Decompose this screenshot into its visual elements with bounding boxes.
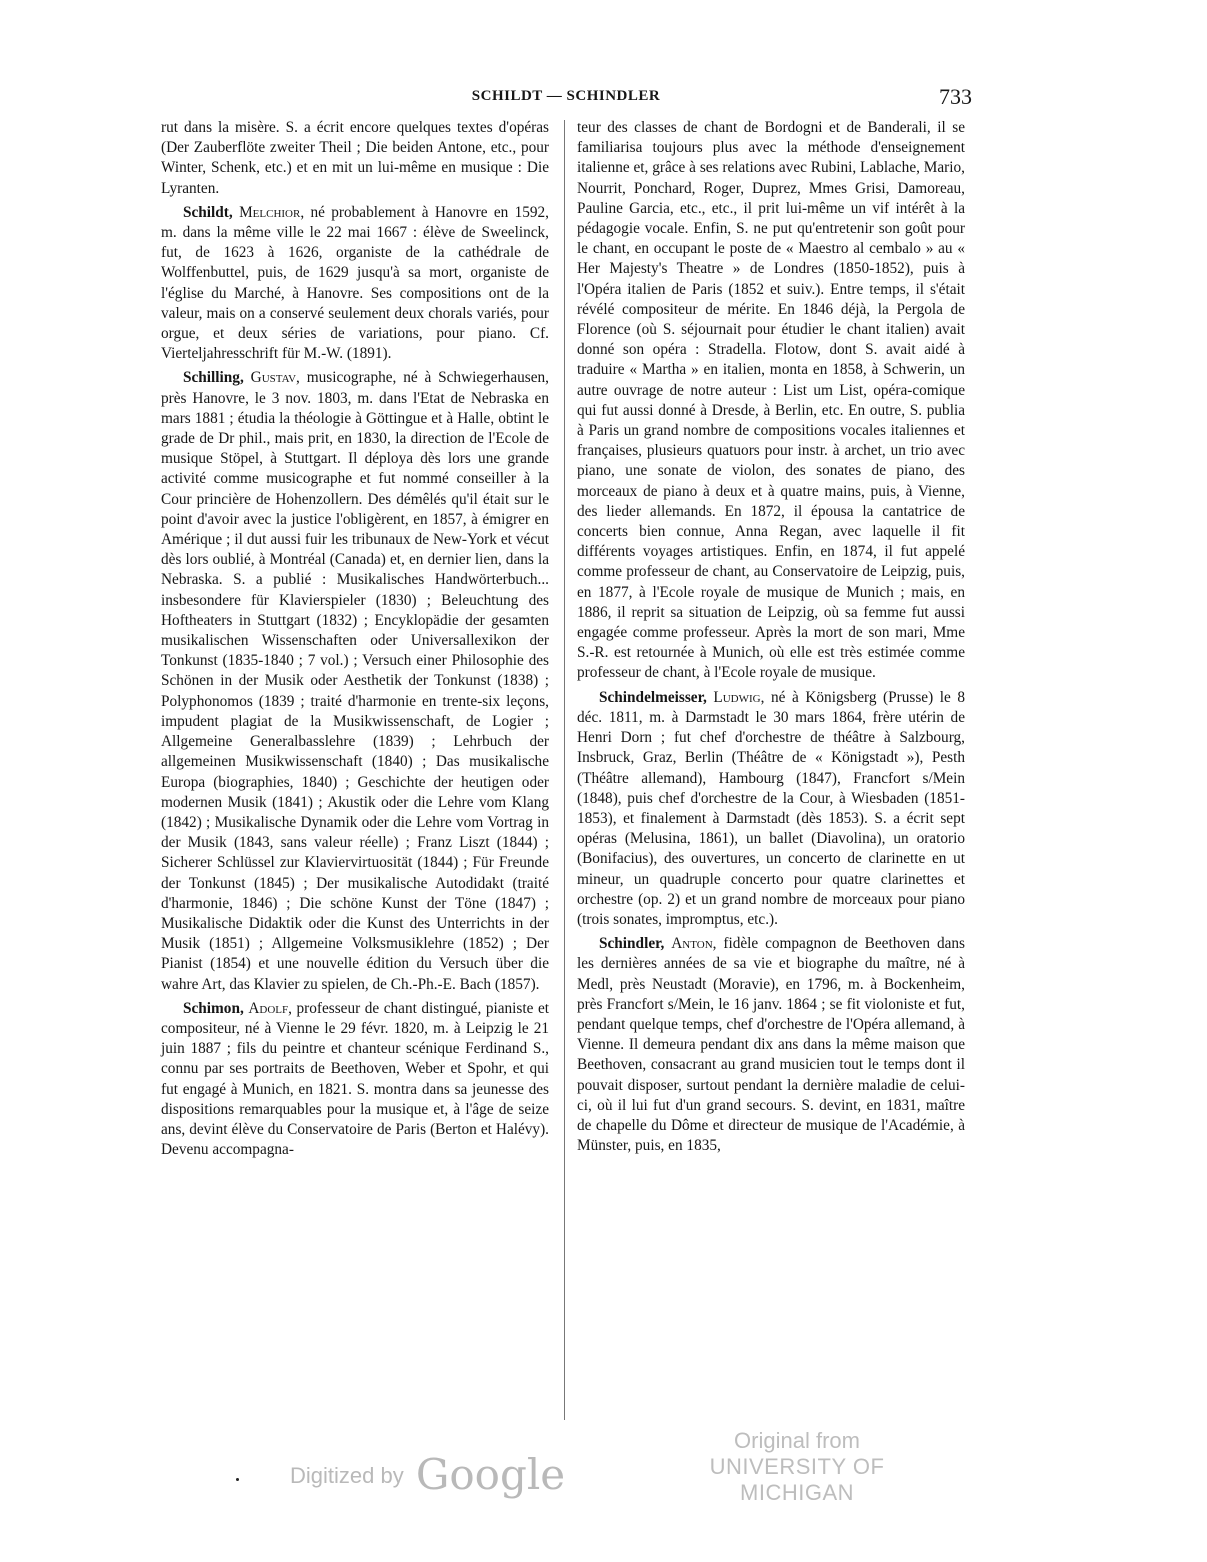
entry-headword: Schindelmeisser,	[599, 688, 707, 706]
digitization-footer	[0, 1414, 1207, 1504]
entry-text: rut dans la misère. S. a écrit encore quelques textes d'opéras (Der Zauberflöte zweiter Theil ; Die beiden Antone, etc., pour Winter, Schenk, etc.) et en mit un lui-même en musique : Die Lyranten.	[161, 119, 549, 197]
entry-text: professeur de chant distingué, pianiste et compositeur, né à Vienne le 29 févr. 1820, m. à Leipzig le 21 juin 1887 ; fils du peintre et chanteur scénique Ferdinand S., connu par ses portraits de Beethoven, Weber et Spohr, et qui fut engagé à Munich, en 1821. S. montra dans sa jeunesse des dispositions remarquables pour la musique et, à l'âge de seize ans, devint élève du Conservatoire de Paris (Berton et Halévy). Devenu accompagna-	[161, 999, 549, 1159]
entry-text: musicographe, né à Schwiegerhausen, près Hanovre, le 3 nov. 1803, m. dans l'Etat de Nebraska en mars 1881 ; étudia la théologie à Göttingue et à Halle, obtint le grade de Dr phil., mais prit, en 1830, la direction de l'Ecole de musique Stöpel, à Stuttgart. Il déploya dès lors une grande activité comme musicographe et fut nommé conseiller à la Cour princière de Hohenzollern. Des démêlés qu'il était sur le point d'avoir avec la justice l'obligèrent, en 1857, à émigrer en Amérique ; il dut aussi fuir les tribunaux de New-York et vécut dès lors oublié, à Montréal (Canada) et, en dernier lien, dans la Nebraska. S. a publié : Musikalisches Handwörterbuch... insbesondere für Klavierspieler (1830) ; Beleuchtung des Hoftheaters in Stuttgart (1832) ; Encyklopädie der gesamten musikalischen Wissenschaften oder Universallexikon der Tonkunst (1835-1840 ; 7 vol.) ; Versuch einer Philosophie des Schönen in der Musik oder Aesthetik der Tonkunst (1838) ; Polyphonomos (1839 ; traité d'harmonie en trente-six leçons, impudent plagiat de la Musikwissenschaft, de Logier ; Allgemeine Generalbasslehre (1839) ; Lehrbuch der allgemeinen Musikwissenschaft (1840) ; Das musikalische Europa (biographies, 1840) ; Geschichte der heutigen oder modernen Musik (1841) ; Akustik oder die Lehre vom Klang (1842) ; Musikalische Dynamik oder die Lehre vom Vortrag in der Musik (1843, sans valeur réelle) ; Franz Liszt (1844) ; Sicherer Schlüssel zur Klaviervirtuosität (1844) ; Für Freunde der Tonkunst (1845) ; Der musikalische Autodidakt (traité d'harmonie, 1846) ; Die schöne Kunst der Töne (1847) ; Musikalische Didaktik oder die Kunst des Unterrichts in der Musik (1851) ; Allgemeine Volksmusiklehre (1852) ; Der Pianist (1854) et une nouvelle édition du Versuch über die wahre Art, das Klavier zu spielen, de Ch.-Ph.-E. Bach (1857).	[161, 369, 549, 993]
dictionary-entry	[161, 203, 549, 365]
entry-headword: Schimon,	[183, 999, 244, 1017]
running-title: SCHILDT — SCHINDLER	[471, 88, 661, 104]
entry-given-name: Gustav,	[250, 369, 300, 387]
institution-name: UNIVERSITY OF MICHIGAN	[709, 1454, 885, 1505]
google-logo: Google	[415, 1450, 566, 1499]
digitized-by-mark	[290, 1444, 566, 1499]
dictionary-entry	[577, 688, 965, 930]
entry-headword: Schildt,	[183, 203, 233, 221]
left-column	[161, 118, 549, 1164]
page-number: 733	[939, 84, 972, 109]
column-divider	[564, 120, 565, 1420]
entry-given-name: Melchior,	[239, 203, 305, 221]
entry-given-name: Ludwig,	[713, 688, 765, 706]
entry-text: né probablement à Hanovre en 1592, m. dans la même ville le 22 mai 1667 : élève de Sweelinck, fut, de 1623 à 1626, organiste de la cathédrale de Wolffenbuttel, puis, de 1629 jusqu'à sa mort, organiste de l'église du Marché, à Hanovre. Ses compositions ont de la valeur, mais on a conservé seulement deux chorals variés, pour orgue, et deux séries de variations, pour piano. Cf. Vierteljahresschrift für M.-W. (1891).	[161, 203, 550, 363]
entry-given-name: Adolf,	[248, 999, 292, 1017]
source-mark	[672, 1428, 922, 1506]
right-column	[577, 118, 965, 1160]
entry-text: né à Königsberg (Prusse) le 8 déc. 1811, m. à Darmstadt le 30 mars 1864, frère utérin de Henri Dorn ; fut chef d'orchestre de théâtre à Salzbourg, Insbruck, Graz, Berlin (Théâtre de « Königstadt »), Pesth (Théâtre allemand), Hambourg (1847), Francfort s/Mein (1848), puis chef d'orchestre de la Cour, à Wiesbaden (1851-1853), et finalement à Darmstadt (dès 1853). S. a écrit sept opéras (Melusina, 1861), un ballet (Diavolina), un oratorio (Bonifacius), des ouvertures, un concerto de clarinette en ut mineur, un quadruple concerto pour quatre clarinettes et orchestre (op. 2) et un grand nombre de morceaux pour piano (trois sonates, impromptus, etc.).	[577, 688, 966, 928]
dictionary-entry	[161, 999, 549, 1161]
print-speck	[236, 1478, 239, 1481]
entry-headword: Schilling,	[183, 369, 244, 387]
continued-paragraph	[161, 118, 549, 199]
dictionary-entry	[577, 934, 965, 1156]
digitized-by-label: Digitized by	[290, 1463, 404, 1488]
entry-given-name: Anton,	[671, 935, 717, 953]
entry-headword: Schindler,	[599, 935, 665, 953]
entry-text: fidèle compagnon de Beethoven dans les dernières années de sa vie et biographe du maître, né à Medl, près Neustadt (Moravie), en 1796, m. à Bockenheim, près Francfort s/Mein, le 16 janv. 1864 ; se fit violoniste et fut, pendant quelque temps, chef d'orchestre de l'Opéra allemand, à Vienne. Il demeura pendant dix ans dans la même maison que Beethoven, consacrant au grand musicien tout le temps dont il pouvait disposer, surtout pendant la dernière maladie de celui-ci, où il lui fut d'un grand secours. S. devint, en 1831, maître de chapelle du Dôme et directeur de musique de l'Académie, à Münster, puis, en 1835,	[577, 935, 966, 1155]
entry-text: teur des classes de chant de Bordogni et de Banderali, il se familiarisa toujours plus avec la méthode d'enseignement italienne et, grâce à ses relations avec Rubini, Lablache, Mario, Nourrit, Ponchard, Roger, Duprez, Mmes Grisi, Damoreau, Pauline Garcia, etc., etc., il prit lui-même un vif intérêt à la pédagogie vocale. Enfin, S. ne put qu'entretenir son goût pour le chant, en occupant le poste de « Maestro al cembalo » au « Her Majesty's Theatre » de Londres (1850-1852), puis à l'Opéra italien de Paris (1852 et suiv.). Entre temps, il s'était révélé compositeur de mérite. En 1846 déjà, la Pergola de Florence (où S. séjournait pour étudier le chant italien) avait donné son opéra : Stradella. Flotow, dont S. avait aidé à traduire « Martha » en italien, monta en 1858, à Schwerin, un autre ouvrage de notre auteur : List um List, opéra-comique qui fut aussi donné à Dresde, à Berlin, etc. En outre, S. publia à Paris un grand nombre de compositions vocales italiennes et françaises, plusieurs quatuors pour instr. à archet, un trio avec piano, une sonate de violon, des sonates de piano, des morceaux de piano à deux et à quatre mains, puis, à Vienne, des lieder allemands. En 1872, il épousa la cantatrice de concerts bien connue, Anna Regan, avec laquelle il fit différents voyages artistiques. Enfin, en 1874, il fut appelé comme professeur de chant, au Conservatoire de Leipzig, puis, en 1877, à l'Ecole royale de musique de Munich ; mais, en 1886, il reprit sa situation de Leipzig, où sa femme fut aussi engagée comme professeur. Après la mort de son mari, Mme S.-R. est retournée à Munich, où elle est très estimée comme professeur de chant, à l'Ecole royale de musique.	[577, 119, 965, 682]
original-from-label: Original from	[734, 1428, 860, 1453]
continued-paragraph	[577, 118, 965, 684]
dictionary-entry	[161, 368, 549, 994]
running-header	[160, 84, 972, 110]
